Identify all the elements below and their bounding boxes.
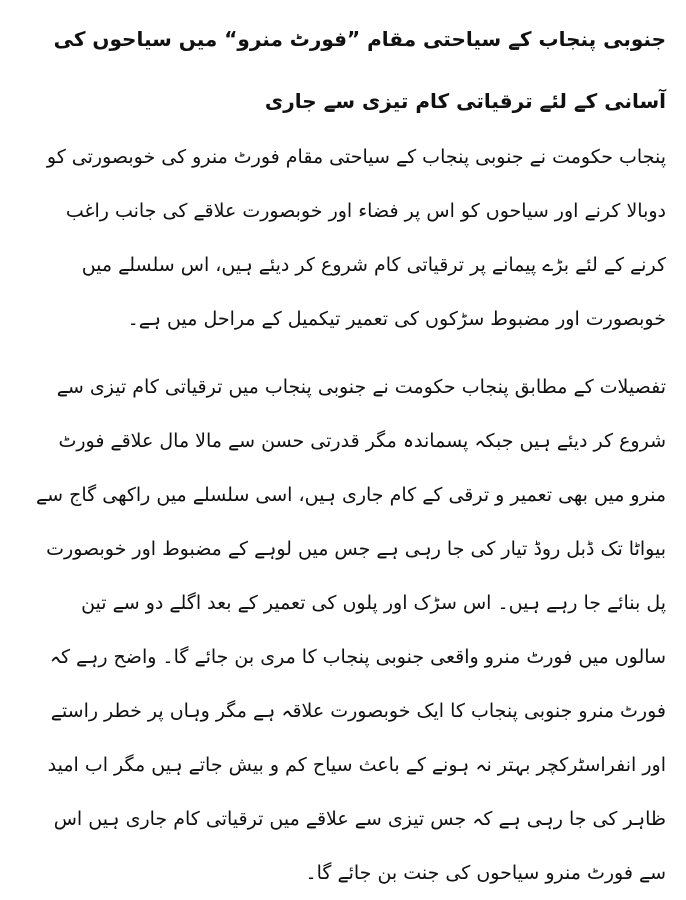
article-paragraph-1: پنجاب حکومت نے جنوبی پنجاب کے سیاحتی مقام فورٹ منرو کی خوبصورتی کو دوبالا کرنے اور سیاحوں کو اس پر فضاء اور خوبصورت علاقے کی جانب راغب کرنے کے لئے بڑے پیمانے پر ترقیاتی کام شروع کر دیئے ہیں، اس سلسلے میں خوبصورت اور مضبوط سڑکوں کی تعمیر تیکمیل کے مراحل میں ہے۔: [46, 146, 666, 330]
article-headline: جنوبی پنجاب کے سیاحتی مقام ”فورٹ منرو“ میں سیاحوں کی آسانی کے لئے ترقیاتی کام تیزی سے جاری: [53, 27, 666, 113]
article-paragraph-2: تفصیلات کے مطابق پنجاب حکومت نے جنوبی پنجاب میں ترقیاتی کام تیزی سے شروع کر دیئے ہیں جبکہ پسماندہ مگر قدرتی حسن سے مالا مال علاقے فورٹ منرو میں بھی تعمیر و ترقی کے کام جاری ہیں، اسی سلسلے میں راکھی گاج سے بیواٹا تک ڈبل روڈ تیار کی جا رہی ہے جس میں لوہے کے مضبوط اور خوبصورت پل بنائے جا رہے ہیں۔ اس سڑک اور پلوں کی تعمیر کے بعد اگلے دو سے تین سالوں میں فورٹ منرو واقعی جنوبی پنجاب کا مری بن جائے گا۔ واضح رہے کہ فورٹ منرو جنوبی پنجاب کا ایک خوبصورت علاقہ ہے مگر وہاں پر خطر راستے اور انفراسٹرکچر بہتر نہ ہونے کے باعث سیاح کم و بیش جاتے ہیں مگر اب امید ظاہر کی جا رہی ہے کہ جس تیزی سے علاقے میں ترقیاتی کام جاری ہیں اس سے فورٹ منرو سیاحوں کی جنت بن جائے گا۔: [36, 376, 666, 884]
